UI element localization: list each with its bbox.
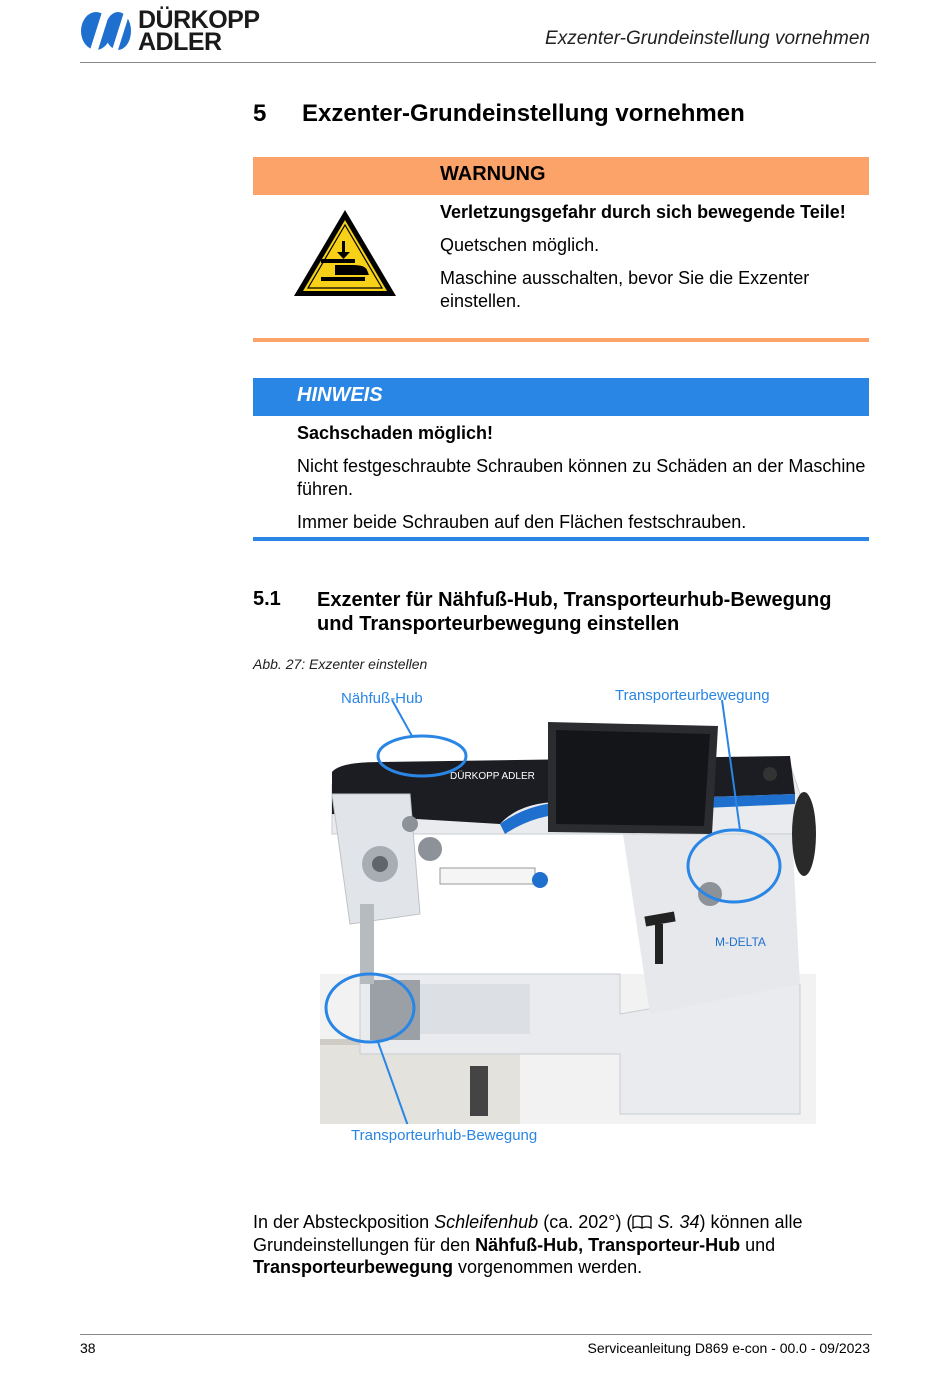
logo-text-top: DÜRKOPP xyxy=(138,6,260,34)
body-paragraph xyxy=(253,1211,871,1279)
company-logo xyxy=(80,8,270,54)
notice-line-1: Nicht festgeschraubte Schrauben können zu Schäden an der Maschine führen. xyxy=(297,456,866,499)
warning-line-1: Quetschen möglich. xyxy=(440,235,600,255)
label-feed-lift-motion: Transporteurhub-Bewegung xyxy=(351,1127,538,1144)
body-text-5: ) können alle Grundeinstellungen für den xyxy=(253,1212,803,1255)
page-reference-link[interactable]: S. 34 xyxy=(657,1212,700,1232)
notice-body xyxy=(297,422,867,544)
label-feed-motion: Transporteurbewegung xyxy=(615,687,770,704)
body-text-9: vorgenommen werden. xyxy=(453,1257,643,1277)
section-number: 5.1 xyxy=(253,588,281,610)
machine-model-text: M-DELTA xyxy=(715,935,766,949)
logo-mark-icon xyxy=(80,10,132,52)
header-divider xyxy=(80,62,876,63)
document-reference: Serviceanleitung D869 e-con - 00.0 - 09/2023 xyxy=(587,1340,870,1356)
figure-caption: Abb. 27: Exzenter einstellen xyxy=(253,656,428,672)
chapter-number: 5 xyxy=(253,100,267,127)
notice-heading: Sachschaden möglich! xyxy=(297,423,494,443)
body-term-loop-stroke: Schleifenhub xyxy=(434,1212,539,1232)
book-reference-icon xyxy=(632,1215,652,1229)
chapter-title: Exzenter-Grundeinstellung vornehmen xyxy=(302,100,745,127)
sewing-machine-photo xyxy=(320,684,816,1124)
logo-text-bottom: ADLER xyxy=(138,28,222,56)
crush-hazard-warning-icon xyxy=(291,207,399,299)
body-text-1: In der Absteckposition xyxy=(253,1212,435,1232)
page-number: 38 xyxy=(80,1340,96,1356)
running-header-title: Exzenter-Grundeinstellung vornehmen xyxy=(545,28,870,49)
warning-heading: Verletzungsgefahr durch sich bewegende Teile! xyxy=(440,202,846,222)
warning-line-2: Maschine ausschalten, bevor Sie die Exzenter einstellen. xyxy=(440,268,810,311)
footer-divider xyxy=(80,1334,872,1335)
section-title: Exzenter für Nähfuß-Hub, Transporteurhub-Bewegung und Transporteurbewegung einstellen xyxy=(317,589,832,635)
machine-brand-text: DÜRKOPP ADLER xyxy=(450,771,535,782)
warning-banner xyxy=(253,157,869,195)
warning-body xyxy=(440,201,860,323)
body-text-7: und xyxy=(740,1234,776,1255)
notice-bottom-rule xyxy=(253,537,869,541)
notice-label: HINWEIS xyxy=(297,384,383,406)
notice-line-2: Immer beide Schrauben auf den Flächen festschrauben. xyxy=(297,512,747,532)
body-text-3: (ca. 202°) ( xyxy=(538,1212,633,1232)
body-term-lifts: Nähfuß-Hub, Transporteur-Hub xyxy=(475,1234,741,1255)
label-presser-foot-lift: Nähfuß-Hub xyxy=(341,690,423,707)
body-term-feed-motion: Transporteurbewegung xyxy=(253,1257,454,1277)
warning-bottom-rule xyxy=(253,338,869,342)
warning-label: WARNUNG xyxy=(440,163,546,185)
